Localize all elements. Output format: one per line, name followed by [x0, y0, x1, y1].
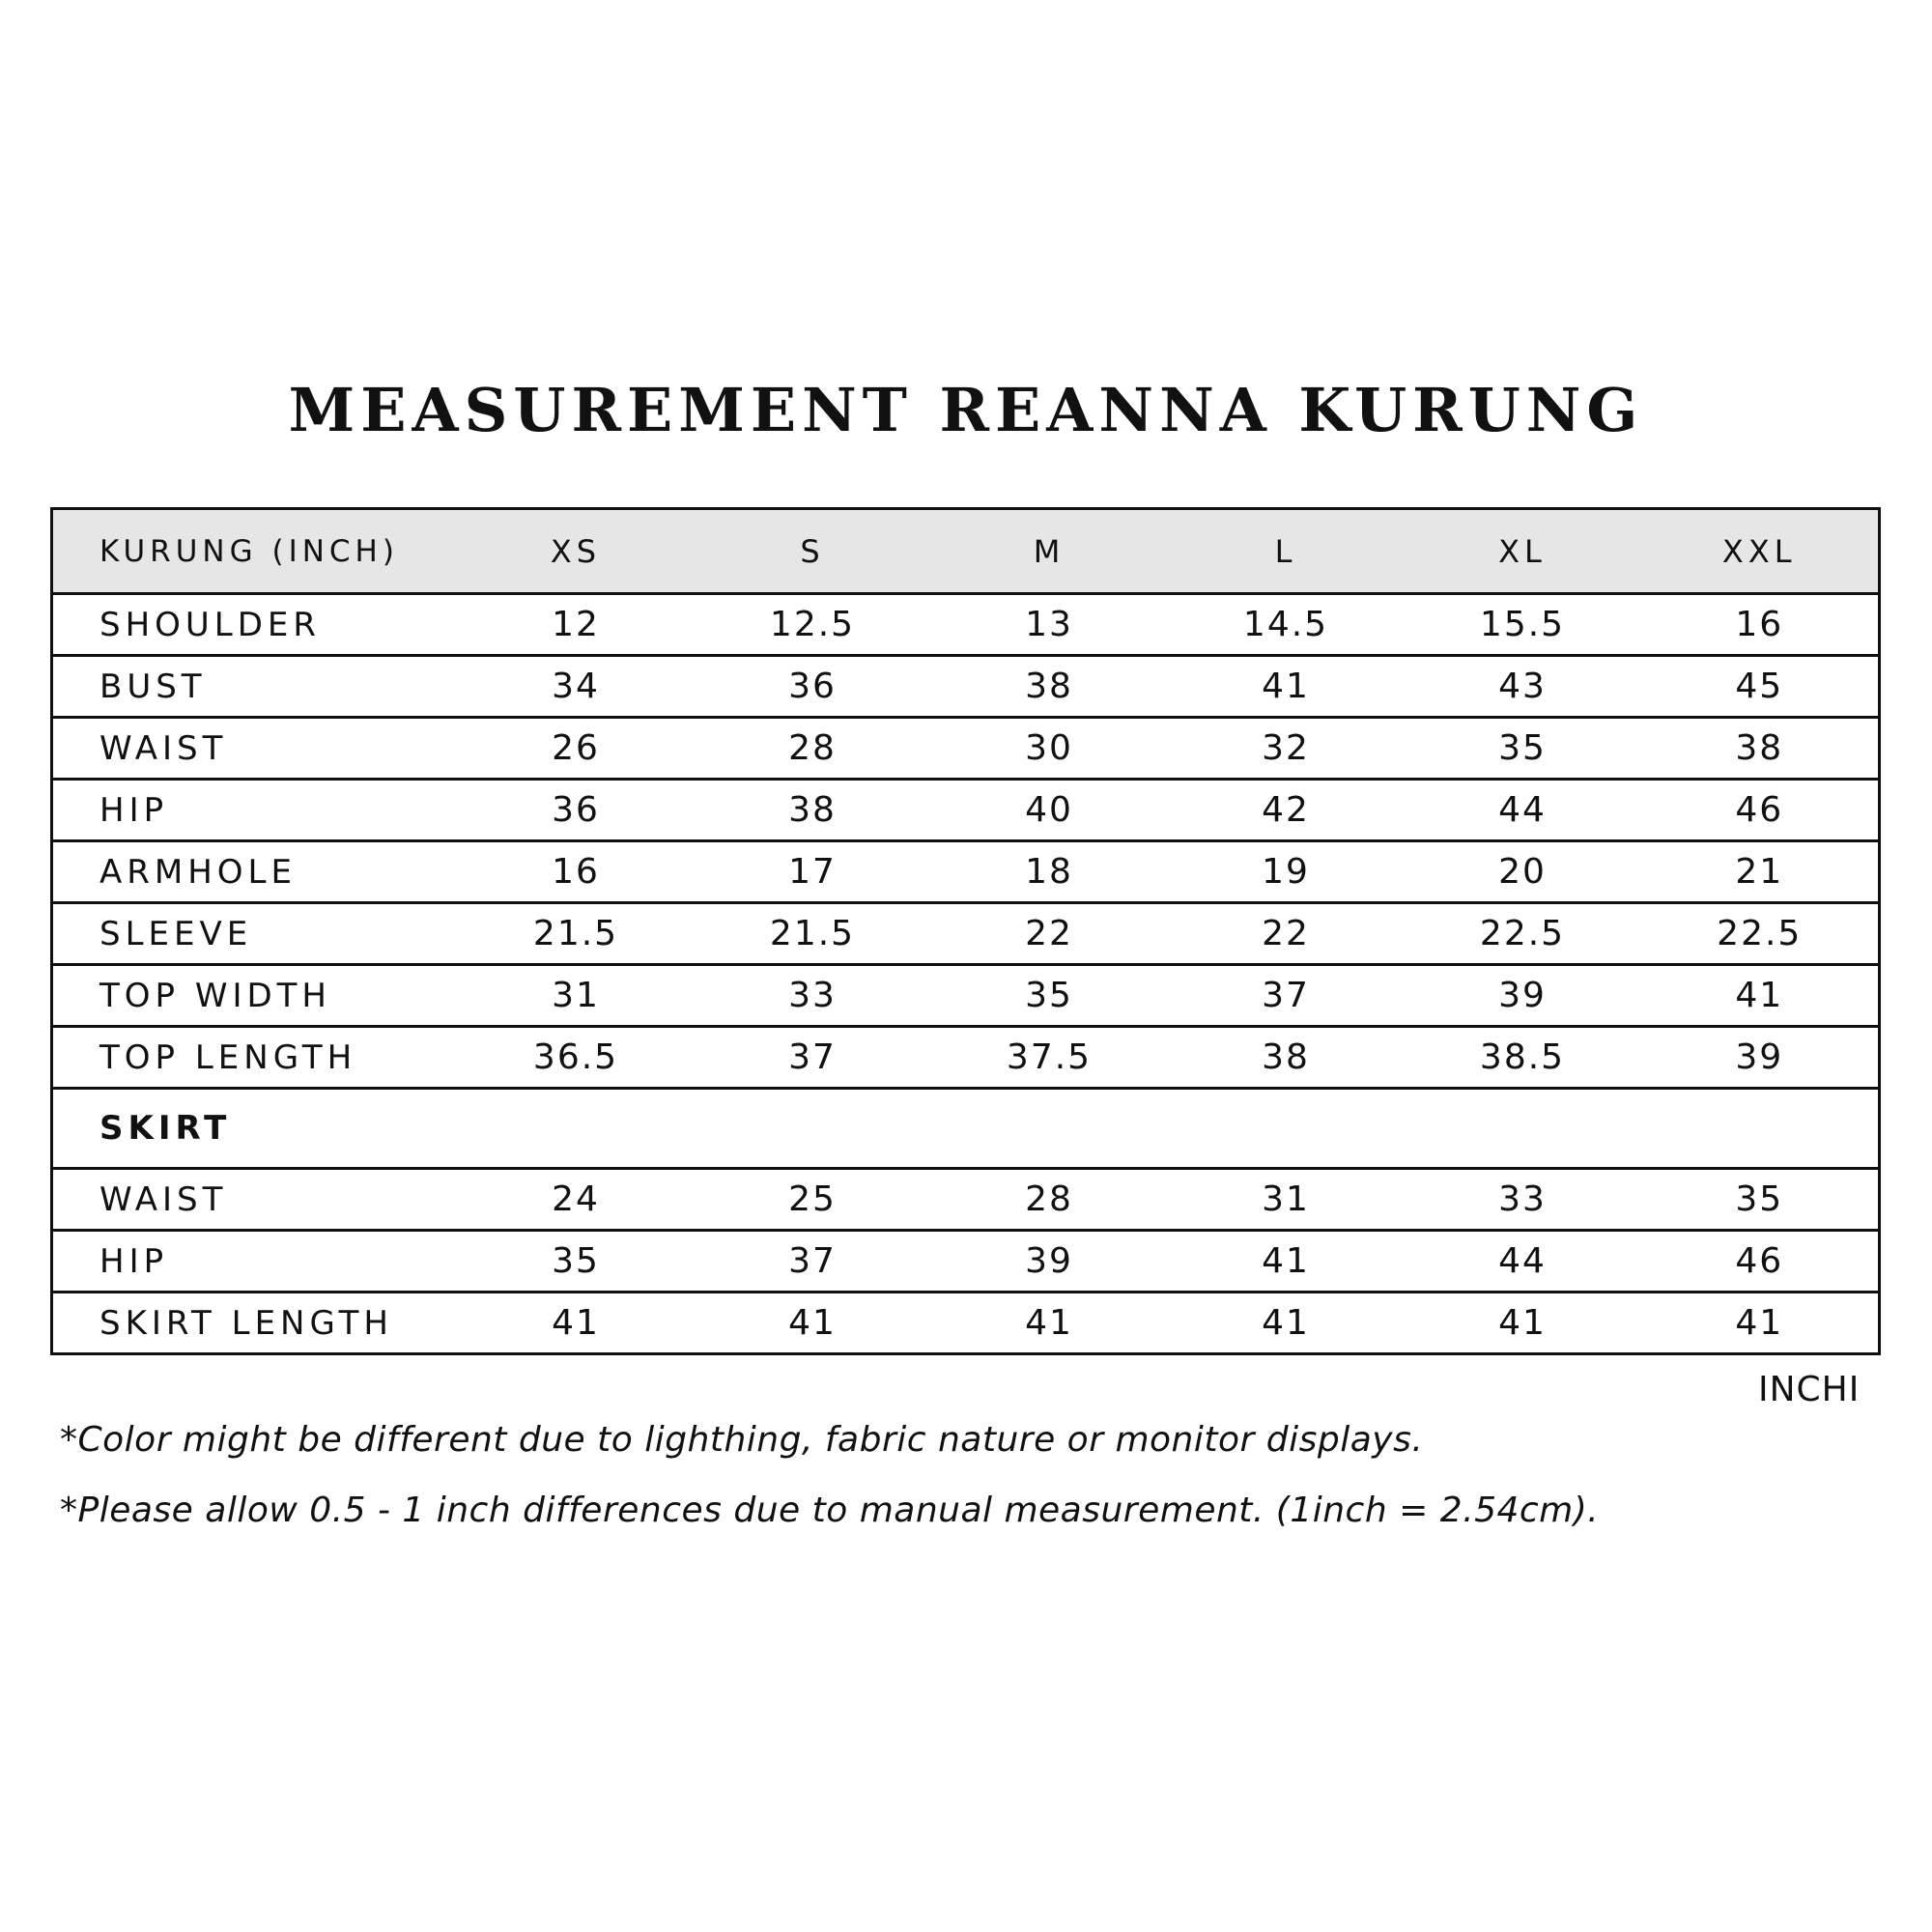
- cell-value: 35: [1405, 718, 1641, 780]
- cell-value: 19: [1168, 841, 1405, 903]
- cell-value: 12: [458, 594, 695, 656]
- table-row: [52, 594, 1880, 656]
- cell-value: 37.5: [931, 1027, 1168, 1089]
- table-row: [52, 1027, 1880, 1089]
- size-header-m: M: [931, 509, 1168, 594]
- cell-value: 46: [1641, 1231, 1880, 1293]
- cell-value: 21: [1641, 841, 1880, 903]
- row-label: TOP LENGTH: [52, 1027, 458, 1089]
- cell-value: 22: [1168, 903, 1405, 965]
- cell-value: 38.5: [1405, 1027, 1641, 1089]
- cell-value: 15.5: [1405, 594, 1641, 656]
- table-row: [52, 965, 1880, 1027]
- cell-value: 35: [931, 965, 1168, 1027]
- measurement-disclaimer: *Please allow 0.5 - 1 inch differences due to manual measurement. (1inch = 2.54cm).: [60, 1491, 1600, 1530]
- page-title: MEASUREMENT REANNA KURUNG: [288, 375, 1644, 445]
- cell-value: 31: [1168, 1169, 1405, 1231]
- cell-value: 36.5: [458, 1027, 695, 1089]
- cell-value: 41: [458, 1293, 695, 1354]
- size-header-xl: XL: [1405, 509, 1641, 594]
- row-label: HIP: [52, 1231, 458, 1293]
- cell-value: 18: [931, 841, 1168, 903]
- size-chart-table: [50, 507, 1881, 1355]
- cell-value: 24: [458, 1169, 695, 1231]
- table-row: [52, 656, 1880, 718]
- cell-value: 25: [695, 1169, 931, 1231]
- cell-value: 39: [931, 1231, 1168, 1293]
- cell-value: 35: [1641, 1169, 1880, 1231]
- header-label: KURUNG (INCH): [52, 509, 458, 594]
- table-row: [52, 718, 1880, 780]
- cell-value: 22: [931, 903, 1168, 965]
- cell-value: 16: [1641, 594, 1880, 656]
- row-label: TOP WIDTH: [52, 965, 458, 1027]
- size-header-l: L: [1168, 509, 1405, 594]
- cell-value: 38: [1168, 1027, 1405, 1089]
- row-label: WAIST: [52, 718, 458, 780]
- cell-value: 44: [1405, 1231, 1641, 1293]
- cell-value: 41: [1168, 1293, 1405, 1354]
- cell-value: 26: [458, 718, 695, 780]
- cell-value: 17: [695, 841, 931, 903]
- row-label: HIP: [52, 780, 458, 841]
- cell-value: 41: [1168, 1231, 1405, 1293]
- size-header-xxl: XXL: [1641, 509, 1880, 594]
- cell-value: 13: [931, 594, 1168, 656]
- section-label: SKIRT: [52, 1089, 1880, 1169]
- cell-value: 37: [695, 1231, 931, 1293]
- cell-value: 46: [1641, 780, 1880, 841]
- table-row: [52, 780, 1880, 841]
- cell-value: 31: [458, 965, 695, 1027]
- cell-value: 39: [1641, 1027, 1880, 1089]
- cell-value: 32: [1168, 718, 1405, 780]
- cell-value: 22.5: [1641, 903, 1880, 965]
- cell-value: 41: [695, 1293, 931, 1354]
- row-label: BUST: [52, 656, 458, 718]
- cell-value: 37: [1168, 965, 1405, 1027]
- cell-value: 38: [695, 780, 931, 841]
- cell-value: 42: [1168, 780, 1405, 841]
- cell-value: 12.5: [695, 594, 931, 656]
- cell-value: 20: [1405, 841, 1641, 903]
- cell-value: 41: [1405, 1293, 1641, 1354]
- row-label: SHOULDER: [52, 594, 458, 656]
- size-header-s: S: [695, 509, 931, 594]
- section-row-skirt: [52, 1089, 1880, 1169]
- row-label: WAIST: [52, 1169, 458, 1231]
- color-disclaimer: *Color might be different due to lighthing, fabric nature or monitor displays.: [60, 1420, 1424, 1460]
- row-label: ARMHOLE: [52, 841, 458, 903]
- unit-label: INCHI: [1758, 1370, 1861, 1409]
- cell-value: 38: [931, 656, 1168, 718]
- cell-value: 41: [1168, 656, 1405, 718]
- cell-value: 36: [695, 656, 931, 718]
- cell-value: 33: [1405, 1169, 1641, 1231]
- cell-value: 41: [1641, 1293, 1880, 1354]
- cell-value: 22.5: [1405, 903, 1641, 965]
- cell-value: 33: [695, 965, 931, 1027]
- cell-value: 41: [1641, 965, 1880, 1027]
- table-row: [52, 1293, 1880, 1354]
- cell-value: 28: [931, 1169, 1168, 1231]
- cell-value: 28: [695, 718, 931, 780]
- cell-value: 43: [1405, 656, 1641, 718]
- size-header-xs: XS: [458, 509, 695, 594]
- cell-value: 14.5: [1168, 594, 1405, 656]
- cell-value: 16: [458, 841, 695, 903]
- cell-value: 39: [1405, 965, 1641, 1027]
- cell-value: 37: [695, 1027, 931, 1089]
- cell-value: 40: [931, 780, 1168, 841]
- cell-value: 34: [458, 656, 695, 718]
- cell-value: 30: [931, 718, 1168, 780]
- table-row: [52, 1169, 1880, 1231]
- cell-value: 38: [1641, 718, 1880, 780]
- cell-value: 21.5: [458, 903, 695, 965]
- row-label: SKIRT LENGTH: [52, 1293, 458, 1354]
- table-row: [52, 841, 1880, 903]
- cell-value: 35: [458, 1231, 695, 1293]
- row-label: SLEEVE: [52, 903, 458, 965]
- cell-value: 41: [931, 1293, 1168, 1354]
- cell-value: 45: [1641, 656, 1880, 718]
- cell-value: 44: [1405, 780, 1641, 841]
- cell-value: 36: [458, 780, 695, 841]
- table-row: [52, 903, 1880, 965]
- cell-value: 21.5: [695, 903, 931, 965]
- table-header-row: [52, 509, 1880, 594]
- table-row: [52, 1231, 1880, 1293]
